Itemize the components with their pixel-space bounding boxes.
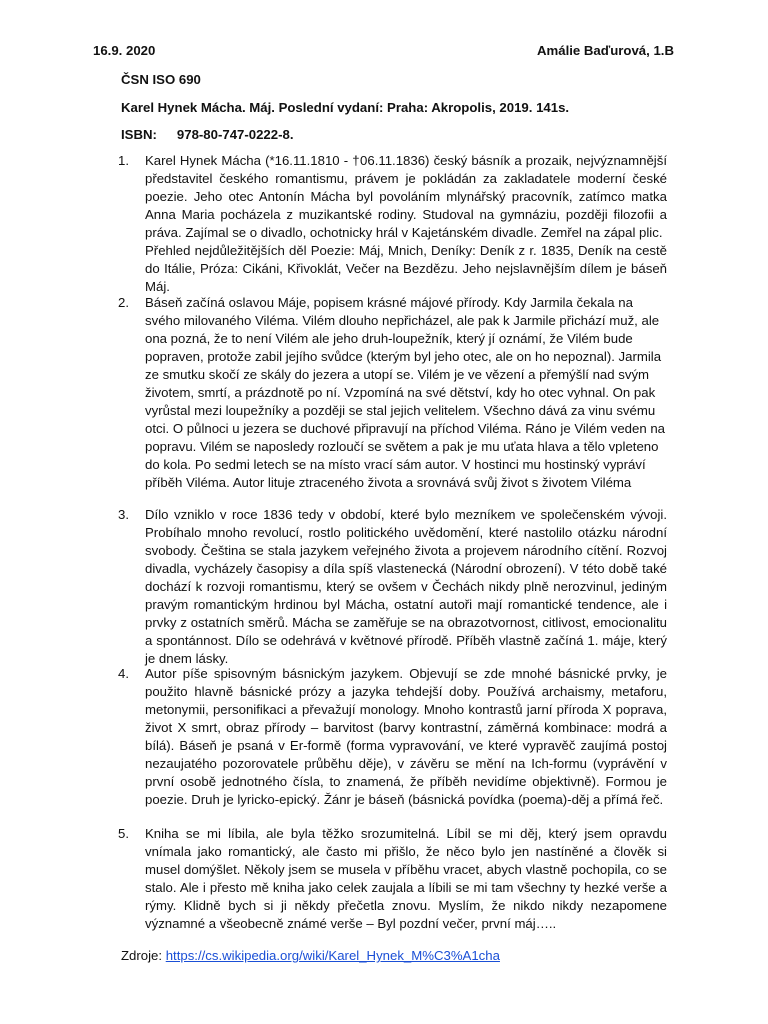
list-number: 2. — [118, 295, 129, 310]
item-4-paragraph: Autor píše spisovným básnickým jazykem. Objevují se zde mnohé básnické prvky, je použito hlavně básnické prózy a jazyka tehdejší doby. Používá archaismy, metaforu, metonymii, personifikaci a převažují monology. Mnoho kontrastů jarní příroda X poprava, život X smrt, obraz přírody – barvitost (barvy kontrastní, záměrná kombinace: modrá a bílá). Báseň je psaná v Er-formě (forma vypravování, ve které vypravěč zaujímá postoj nezaujatého pozorovatele průběhu děje), v závěru se mění na Ich-formu (vyprávění v první osobě jednotného čísla, to znamená, že příběh nevidíme objektivně). Formou je poezie. Druh je lyricko-epický. Žánr je báseň (básnická povídka (poema)-děj a přímá řeč. — [145, 666, 667, 807]
isbn-value: 978-80-747-0222-8. — [176, 127, 294, 142]
date: 16.9. 2020 — [93, 43, 156, 58]
numbered-list — [118, 152, 667, 296]
list-number: 5. — [118, 826, 129, 841]
author-name: Amálie Baďurová, 1.B — [536, 43, 674, 58]
sources-label: Zdroje: — [121, 948, 163, 963]
book-citation: Karel Hynek Mácha. Máj. Poslední vydaní: Praha: Akropolis, 2019. 141s. — [121, 100, 570, 115]
isbn-line — [121, 126, 293, 144]
citation-standard: ČSN ISO 690 — [121, 72, 201, 87]
sources-line — [121, 947, 500, 965]
item-5-paragraph: Kniha se mi líbila, ale byla těžko srozumitelná. Líbil se mi děj, který jsem opravdu vnímala jako romantický, ale často mi přišlo, že něco bylo jen nastíněné a člověk si musel domýšlet. Několy jsem se musela v příběhu vracet, abych vlastně pochopila, co se stalo. Ale i přesto mě kniha jako celek zaujala a líbili se mi tam všechny ty hezké verše a rýmy. Klidně bych si ji někdy přečetla znovu. Myslím, že nikdo nikdy nezapomene významné a všeobecně známé verše – Byl pozdní večer, první máj….. — [145, 826, 667, 931]
numbered-list-2 — [118, 294, 667, 492]
numbered-list-3 — [118, 506, 667, 668]
item-1-paragraph-1: Karel Hynek Mácha (*16.11.1810 - †06.11.1836) český básník a prozaik, nejvýznamnější představitel českého romantismu, právem je pokládán za zakladatele moderní české poezie. Jeho otec Antonín Mácha byl povoláním mlynářský pracovník, zatímco matka Anna Maria pocházela z muzikantské rodiny. Studoval na gymnáziu, později filozofii a práva. Zajímal se o divadlo, ochotnicky hrál v Kajetánském divadle. Zemřel na zápal plic. — [145, 153, 667, 240]
numbered-list-5 — [118, 825, 667, 933]
numbered-list-4 — [118, 665, 667, 809]
list-item-3 — [118, 506, 667, 668]
list-item-5 — [118, 825, 667, 933]
header — [93, 42, 674, 60]
isbn-label: ISBN: — [121, 127, 157, 142]
list-item-4 — [118, 665, 667, 809]
item-3-paragraph: Dílo vzniklo v roce 1836 tedy v období, které bylo mezníkem ve společenském vývoji. Probíhalo mnoho revolucí, rostlo politického uvědomění, které nastolilo otázku národní svobody. Čeština se stala jazykem veřejného života a projevem národního cítění. Rozvoj divadla, vycházely časopisy a díla spíš vlastenecká (Národní obrození). V této době také dochází k rozvoji romantismu, který se ovšem v Čechách nikdy plně nerozvinul, jediným pravým romantickým hrdinou byl Mácha, ostatní autoři mají romantické tendence, ale i prvky z ostatních směrů. Mácha se zaměřuje se na obrazotvornost, citlivost, emocionalitu a spontánnost. Dílo se odehrává v květnové přírodě. Příběh vlastně začíná 1. máje, který je dnem lásky. — [145, 507, 667, 666]
list-item-2 — [118, 294, 667, 492]
item-2-paragraph: Báseň začíná oslavou Máje, popisem krásné májové přírody. Kdy Jarmila čekala na svého milovaného Viléma. Vilém dlouho nepřicházel, ale pak k Jarmile přichází muž, ale ona pozná, že to není Vilém ale jeho druh-loupežník, který jí oznámí, že Vilém bude popraven, protože zabil jejího svůdce (kterým byl jeho otec, ale on ho nepoznal). Jarmila ze smutku skočí ze skály do jezera a utopí se. Vilém je ve vězení a přemýšlí nad svým životem, smrtí, a prázdnotě po ní. Vzpomíná na své dětství, kdy ho otec vyhnal. On pak vyrůstal mezi loupežníky a později se stal jejich velitelem. Všechno dává za vinu svému otci. O půlnoci u jezera se duchové připravují na příchod Viléma. Ráno je Vilém veden na popravu. Vilém se naposledy rozloučí se světem a pak je mu uťata hlava a tělo vpleteno do kola. Po sedmi letech se na místo vrací sám autor. V hostinci mu hostinský vypráví příběh Viléma. Autor lituje ztraceného života a srovnává svůj život s životem Viléma — [145, 295, 665, 490]
list-number: 1. — [118, 153, 129, 168]
list-number: 3. — [118, 507, 129, 522]
list-number: 4. — [118, 666, 129, 681]
item-1-paragraph-2: Přehled nejdůležitějších děl Poezie: Máj, Mnich, Deníky: Deník z r. 1835, Deník na cestě do Itálie, Próza: Cikáni, Křivoklát, Večer na Bezdězu. Jeho nejslavnějším dílem je báseň Máj. — [145, 243, 667, 294]
list-item-1 — [118, 152, 667, 296]
source-link[interactable]: https://cs.wikipedia.org/wiki/Karel_Hynek_M%C3%A1cha — [165, 948, 500, 963]
